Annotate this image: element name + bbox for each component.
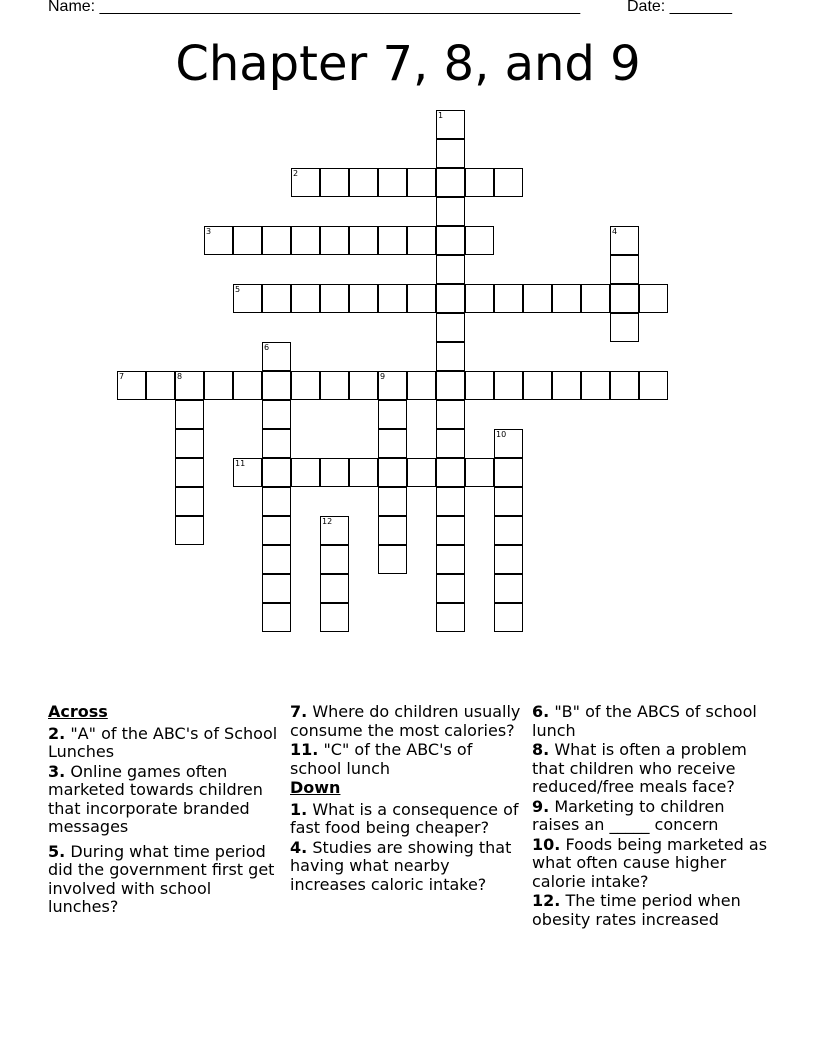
crossword-cell[interactable]	[320, 226, 349, 255]
cell-number: 6	[264, 343, 270, 352]
crossword-cell[interactable]	[262, 400, 291, 429]
crossword-cell[interactable]	[436, 603, 465, 632]
crossword-cell[interactable]	[407, 168, 436, 197]
crossword-cell[interactable]	[436, 255, 465, 284]
crossword-cell[interactable]	[320, 284, 349, 313]
crossword-cell[interactable]	[552, 284, 581, 313]
clue-number: 1.	[290, 799, 308, 819]
clue-number: 9.	[532, 796, 550, 816]
clue-number: 5.	[48, 841, 66, 861]
clue-text: "C" of the ABC's of school lunch	[290, 740, 473, 778]
cell-number: 7	[119, 372, 125, 381]
clue-across-3	[48, 763, 284, 837]
crossword-cell[interactable]	[407, 226, 436, 255]
crossword-cell[interactable]	[436, 139, 465, 168]
crossword-cell[interactable]	[610, 284, 639, 313]
crossword-cell[interactable]	[175, 487, 204, 516]
clue-down-1	[290, 801, 526, 838]
crossword-cell[interactable]	[581, 284, 610, 313]
crossword-cell[interactable]	[349, 371, 378, 400]
clue-down-8	[532, 741, 768, 797]
crossword-cell[interactable]	[407, 458, 436, 487]
crossword-cell[interactable]	[262, 574, 291, 603]
crossword-cell[interactable]	[639, 371, 668, 400]
crossword-cell[interactable]	[262, 458, 291, 487]
cell-number: 8	[177, 372, 183, 381]
crossword-cell[interactable]	[320, 516, 349, 545]
crossword-cell[interactable]	[494, 574, 523, 603]
clue-number: 11.	[290, 740, 319, 759]
crossword-cell[interactable]	[175, 429, 204, 458]
clue-text: What is a consequence of fast food being cheaper?	[290, 799, 519, 837]
crossword-cell[interactable]	[436, 545, 465, 574]
clue-column-3	[532, 700, 768, 929]
clue-text: During what time period did the government first get involved with school lunches?	[48, 841, 275, 916]
crossword-cell[interactable]	[465, 226, 494, 255]
crossword-cell[interactable]	[436, 429, 465, 458]
cell-number: 10	[496, 430, 507, 439]
crossword-cell[interactable]	[262, 342, 291, 371]
crossword-cell[interactable]	[465, 284, 494, 313]
clue-text: Marketing to children raises an _____ concern	[532, 796, 725, 834]
crossword-cell[interactable]	[320, 603, 349, 632]
crossword-cell[interactable]	[262, 429, 291, 458]
crossword-cell[interactable]	[465, 168, 494, 197]
crossword-cell[interactable]	[204, 371, 233, 400]
cell-number: 1	[438, 111, 444, 120]
crossword-cell[interactable]	[407, 284, 436, 313]
clue-across-7	[290, 703, 526, 740]
crossword-cell[interactable]	[436, 400, 465, 429]
crossword-cell[interactable]	[378, 371, 407, 400]
clue-text: Studies are showing that having what nearby increases caloric intake?	[290, 837, 512, 894]
crossword-cell[interactable]	[117, 371, 146, 400]
crossword-cell[interactable]	[146, 371, 175, 400]
crossword-cell[interactable]	[349, 168, 378, 197]
crossword-cell[interactable]	[233, 371, 262, 400]
crossword-cell[interactable]	[494, 603, 523, 632]
crossword-cell[interactable]	[436, 487, 465, 516]
clue-across-11	[290, 741, 526, 778]
crossword-cell[interactable]	[204, 226, 233, 255]
clue-column-1	[48, 700, 284, 917]
crossword-cell[interactable]	[320, 545, 349, 574]
cell-number: 4	[612, 227, 618, 236]
name-field[interactable]: Name: ______________________________________________________	[48, 0, 581, 15]
crossword-cell[interactable]	[175, 458, 204, 487]
crossword-cell[interactable]	[378, 429, 407, 458]
crossword-cell[interactable]	[378, 400, 407, 429]
clue-text: What is often a problem that children who receive reduced/free meals face?	[532, 740, 747, 796]
crossword-cell[interactable]	[610, 313, 639, 342]
crossword-cell[interactable]	[378, 168, 407, 197]
crossword-cell[interactable]	[262, 371, 291, 400]
clue-down-4	[290, 839, 526, 895]
crossword-cell[interactable]	[233, 284, 262, 313]
clue-number: 6.	[532, 702, 550, 721]
across-heading: Across	[48, 702, 108, 721]
crossword-cell[interactable]	[436, 458, 465, 487]
crossword-cell[interactable]	[436, 342, 465, 371]
crossword-cell[interactable]	[494, 284, 523, 313]
crossword-cell[interactable]	[581, 371, 610, 400]
clue-down-12	[532, 892, 768, 929]
crossword-cell[interactable]	[378, 226, 407, 255]
crossword-cell[interactable]	[378, 458, 407, 487]
clue-text: The time period when obesity rates increased	[532, 891, 741, 929]
crossword-cell[interactable]	[233, 458, 262, 487]
cell-number: 9	[380, 372, 386, 381]
crossword-cell[interactable]	[349, 226, 378, 255]
clue-down-9	[532, 798, 768, 835]
crossword-cell[interactable]	[610, 371, 639, 400]
crossword-cell[interactable]	[552, 371, 581, 400]
crossword-cell[interactable]	[175, 371, 204, 400]
crossword-cell[interactable]	[233, 226, 262, 255]
crossword-cell[interactable]	[291, 458, 320, 487]
clue-down-6	[532, 703, 768, 740]
crossword-cell[interactable]	[378, 284, 407, 313]
clue-across-2	[48, 725, 284, 762]
clue-number: 8.	[532, 740, 550, 759]
crossword-cell[interactable]	[494, 429, 523, 458]
crossword-cell[interactable]	[639, 284, 668, 313]
clue-number: 7.	[290, 702, 308, 721]
crossword-cell[interactable]	[494, 487, 523, 516]
crossword-cell[interactable]	[320, 574, 349, 603]
crossword-cell[interactable]	[436, 516, 465, 545]
crossword-cell[interactable]	[262, 545, 291, 574]
clue-text: "A" of the ABC's of School Lunches	[48, 723, 278, 761]
crossword-cell[interactable]	[320, 458, 349, 487]
crossword-cell[interactable]	[523, 284, 552, 313]
crossword-cell[interactable]	[262, 516, 291, 545]
crossword-cell[interactable]	[291, 226, 320, 255]
crossword-cell[interactable]	[465, 458, 494, 487]
crossword-cell[interactable]	[378, 516, 407, 545]
date-field[interactable]: Date: _______	[627, 0, 732, 15]
crossword-cell[interactable]	[494, 371, 523, 400]
crossword-cell[interactable]	[465, 371, 494, 400]
cell-number: 11	[235, 459, 246, 468]
crossword-cell[interactable]	[436, 574, 465, 603]
crossword-cell[interactable]	[291, 168, 320, 197]
crossword-cell[interactable]	[523, 371, 552, 400]
cell-number: 3	[206, 227, 212, 236]
crossword-cell[interactable]	[436, 284, 465, 313]
cell-number: 2	[293, 169, 299, 178]
crossword-cell[interactable]	[494, 545, 523, 574]
crossword-cell[interactable]	[349, 458, 378, 487]
clue-column-2	[290, 700, 526, 894]
clue-down-10	[532, 836, 768, 892]
crossword-cell[interactable]	[494, 516, 523, 545]
clue-number: 12.	[532, 891, 561, 910]
crossword-cell[interactable]	[378, 545, 407, 574]
crossword-cell[interactable]	[436, 197, 465, 226]
cell-number: 5	[235, 285, 241, 294]
crossword-cell[interactable]	[436, 110, 465, 139]
clue-text: Foods being marketed as what often cause higher calorie intake?	[532, 834, 768, 891]
crossword-cell[interactable]	[349, 284, 378, 313]
clue-across-5	[48, 843, 284, 917]
clue-text: Where do children usually consume the most calories?	[290, 702, 521, 740]
cell-number: 12	[322, 517, 333, 526]
crossword-cell[interactable]	[407, 371, 436, 400]
crossword-cell[interactable]	[291, 371, 320, 400]
clue-number: 2.	[48, 723, 66, 743]
clue-text: Online games often marketed towards children that incorporate branded messages	[48, 761, 263, 836]
crossword-cell[interactable]	[262, 226, 291, 255]
crossword-cell[interactable]	[436, 313, 465, 342]
crossword-cell[interactable]	[320, 371, 349, 400]
page-title: Chapter 7, 8, and 9	[175, 36, 641, 92]
clue-text: "B" of the ABCS of school lunch	[532, 702, 757, 740]
clue-number: 10.	[532, 834, 561, 854]
clue-number: 4.	[290, 837, 308, 857]
crossword-cell[interactable]	[378, 487, 407, 516]
crossword-cell[interactable]	[436, 371, 465, 400]
crossword-cell[interactable]	[610, 226, 639, 255]
crossword-cell[interactable]	[291, 284, 320, 313]
crossword-cell[interactable]	[494, 168, 523, 197]
crossword-cell[interactable]	[436, 226, 465, 255]
crossword-cell[interactable]	[610, 255, 639, 284]
crossword-cell[interactable]	[175, 400, 204, 429]
crossword-cell[interactable]	[320, 168, 349, 197]
clue-number: 3.	[48, 761, 66, 781]
crossword-cell[interactable]	[262, 284, 291, 313]
crossword-cell[interactable]	[494, 458, 523, 487]
crossword-cell[interactable]	[175, 516, 204, 545]
down-heading: Down	[290, 778, 341, 797]
crossword-cell[interactable]	[436, 168, 465, 197]
crossword-cell[interactable]	[262, 487, 291, 516]
crossword-cell[interactable]	[262, 603, 291, 632]
